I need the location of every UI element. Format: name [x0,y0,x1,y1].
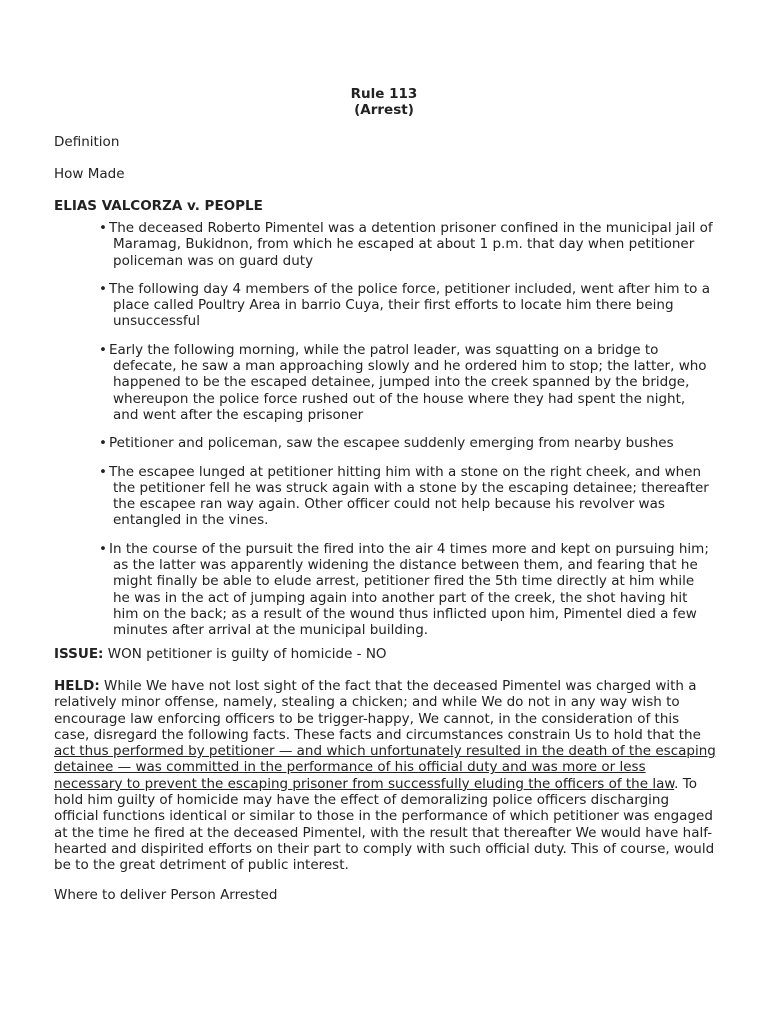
held-underlined-text: act thus performed by petitioner — and which unfortunately resulted in the death of the escaping detainee — was committed in the performance of his official duty and was more or less necessary to prevent the escaping prisoner from successfully eluding the officers of the law [54,743,716,792]
rule-subheading: (Arrest) [354,102,414,119]
page-title [0,86,768,119]
list-item: • The following day 4 members of the police force, petitioner included, went after him to a place called Poultry Area in barrio Cuya, their first efforts to locate him there being unsuccessful [99,280,710,330]
issue-text: WON petitioner is guilty of homicide - NO [103,646,387,662]
held-text-before: While We have not lost sight of the fact that the deceased Pimentel was charged with a relatively minor offense, namely, stealing a chicken; and while We do not in any way wish to encourage law enforcing officers to be trigger-happy, We cannot, in the consideration of this case, disregard the following facts. These facts and circumstances constrain Us to hold that the [54,678,701,743]
facts-list [54,220,714,639]
bullet-glyph: • [99,540,107,557]
held-label: HELD: [54,678,100,694]
bullet-glyph: • [99,435,107,452]
case-title: ELIAS VALCORZA v. PEOPLE [54,198,263,214]
list-item: • Petitioner and policeman, saw the escapee suddenly emerging from nearby bushes [99,435,674,452]
list-item: • In the course of the pursuit the fired into the air 4 times more and kept on pursuing him; as the latter was apparently widening the distance between them, and fearing that he might finally be able to elude arrest, petitioner fired the 5th time directly at him while he was in the act of jumping again into another part of the creek, the shot having hit him on the back; as a result of the wound thus inflicted upon him, Pimentel died a few minutes after arrival at the municipal building. [99,540,709,639]
bullet-glyph: • [99,280,107,297]
issue-label: ISSUE: [54,646,104,662]
section-definition: Definition [54,134,120,150]
bullet-glyph: • [99,341,107,358]
held-paragraph [54,678,716,874]
bullet-glyph: • [99,463,107,480]
held-text-after: . To hold him guilty of homicide may have the effect of demoralizing police officers discharging official functions identical or similar to those in the performance of which petitioner was engaged at the time he fired at the deceased Pimentel, with the result that thereafter We would have half-hearted and dispirited efforts on their part to comply with such official duty. This of course, would be to the great detriment of public interest. [54,775,715,874]
bullet-glyph: • [99,220,107,236]
list-item: • The deceased Roberto Pimentel was a detention prisoner confined in the municipal jail of Maramag, Bukidnon, from which he escaped at about 1 p.m. that day when petitioner policeman was on guard duty [99,220,713,269]
rule-heading: Rule 113 [350,86,418,102]
section-where-to-deliver: Where to deliver Person Arrested [54,887,278,903]
section-how-made: How Made [54,166,125,182]
list-item: • The escapee lunged at petitioner hitting him with a stone on the right cheek, and when the petitioner fell he was struck again with a stone by the escaping detainee; thereafter the escapee ran way again. Other officer could not help because his revolver was entangled in the vines. [99,463,709,529]
list-item: • Early the following morning, while the patrol leader, was squatting on a bridge to defecate, he saw a man approaching slowly and he ordered him to stop; the latter, who happened to be the escaped detainee, jumped into the creek spanned by the bridge, whereupon the police force rushed out of the house where they had spent the night, and went after the escaping prisoner [99,341,707,423]
issue-paragraph [54,646,387,662]
